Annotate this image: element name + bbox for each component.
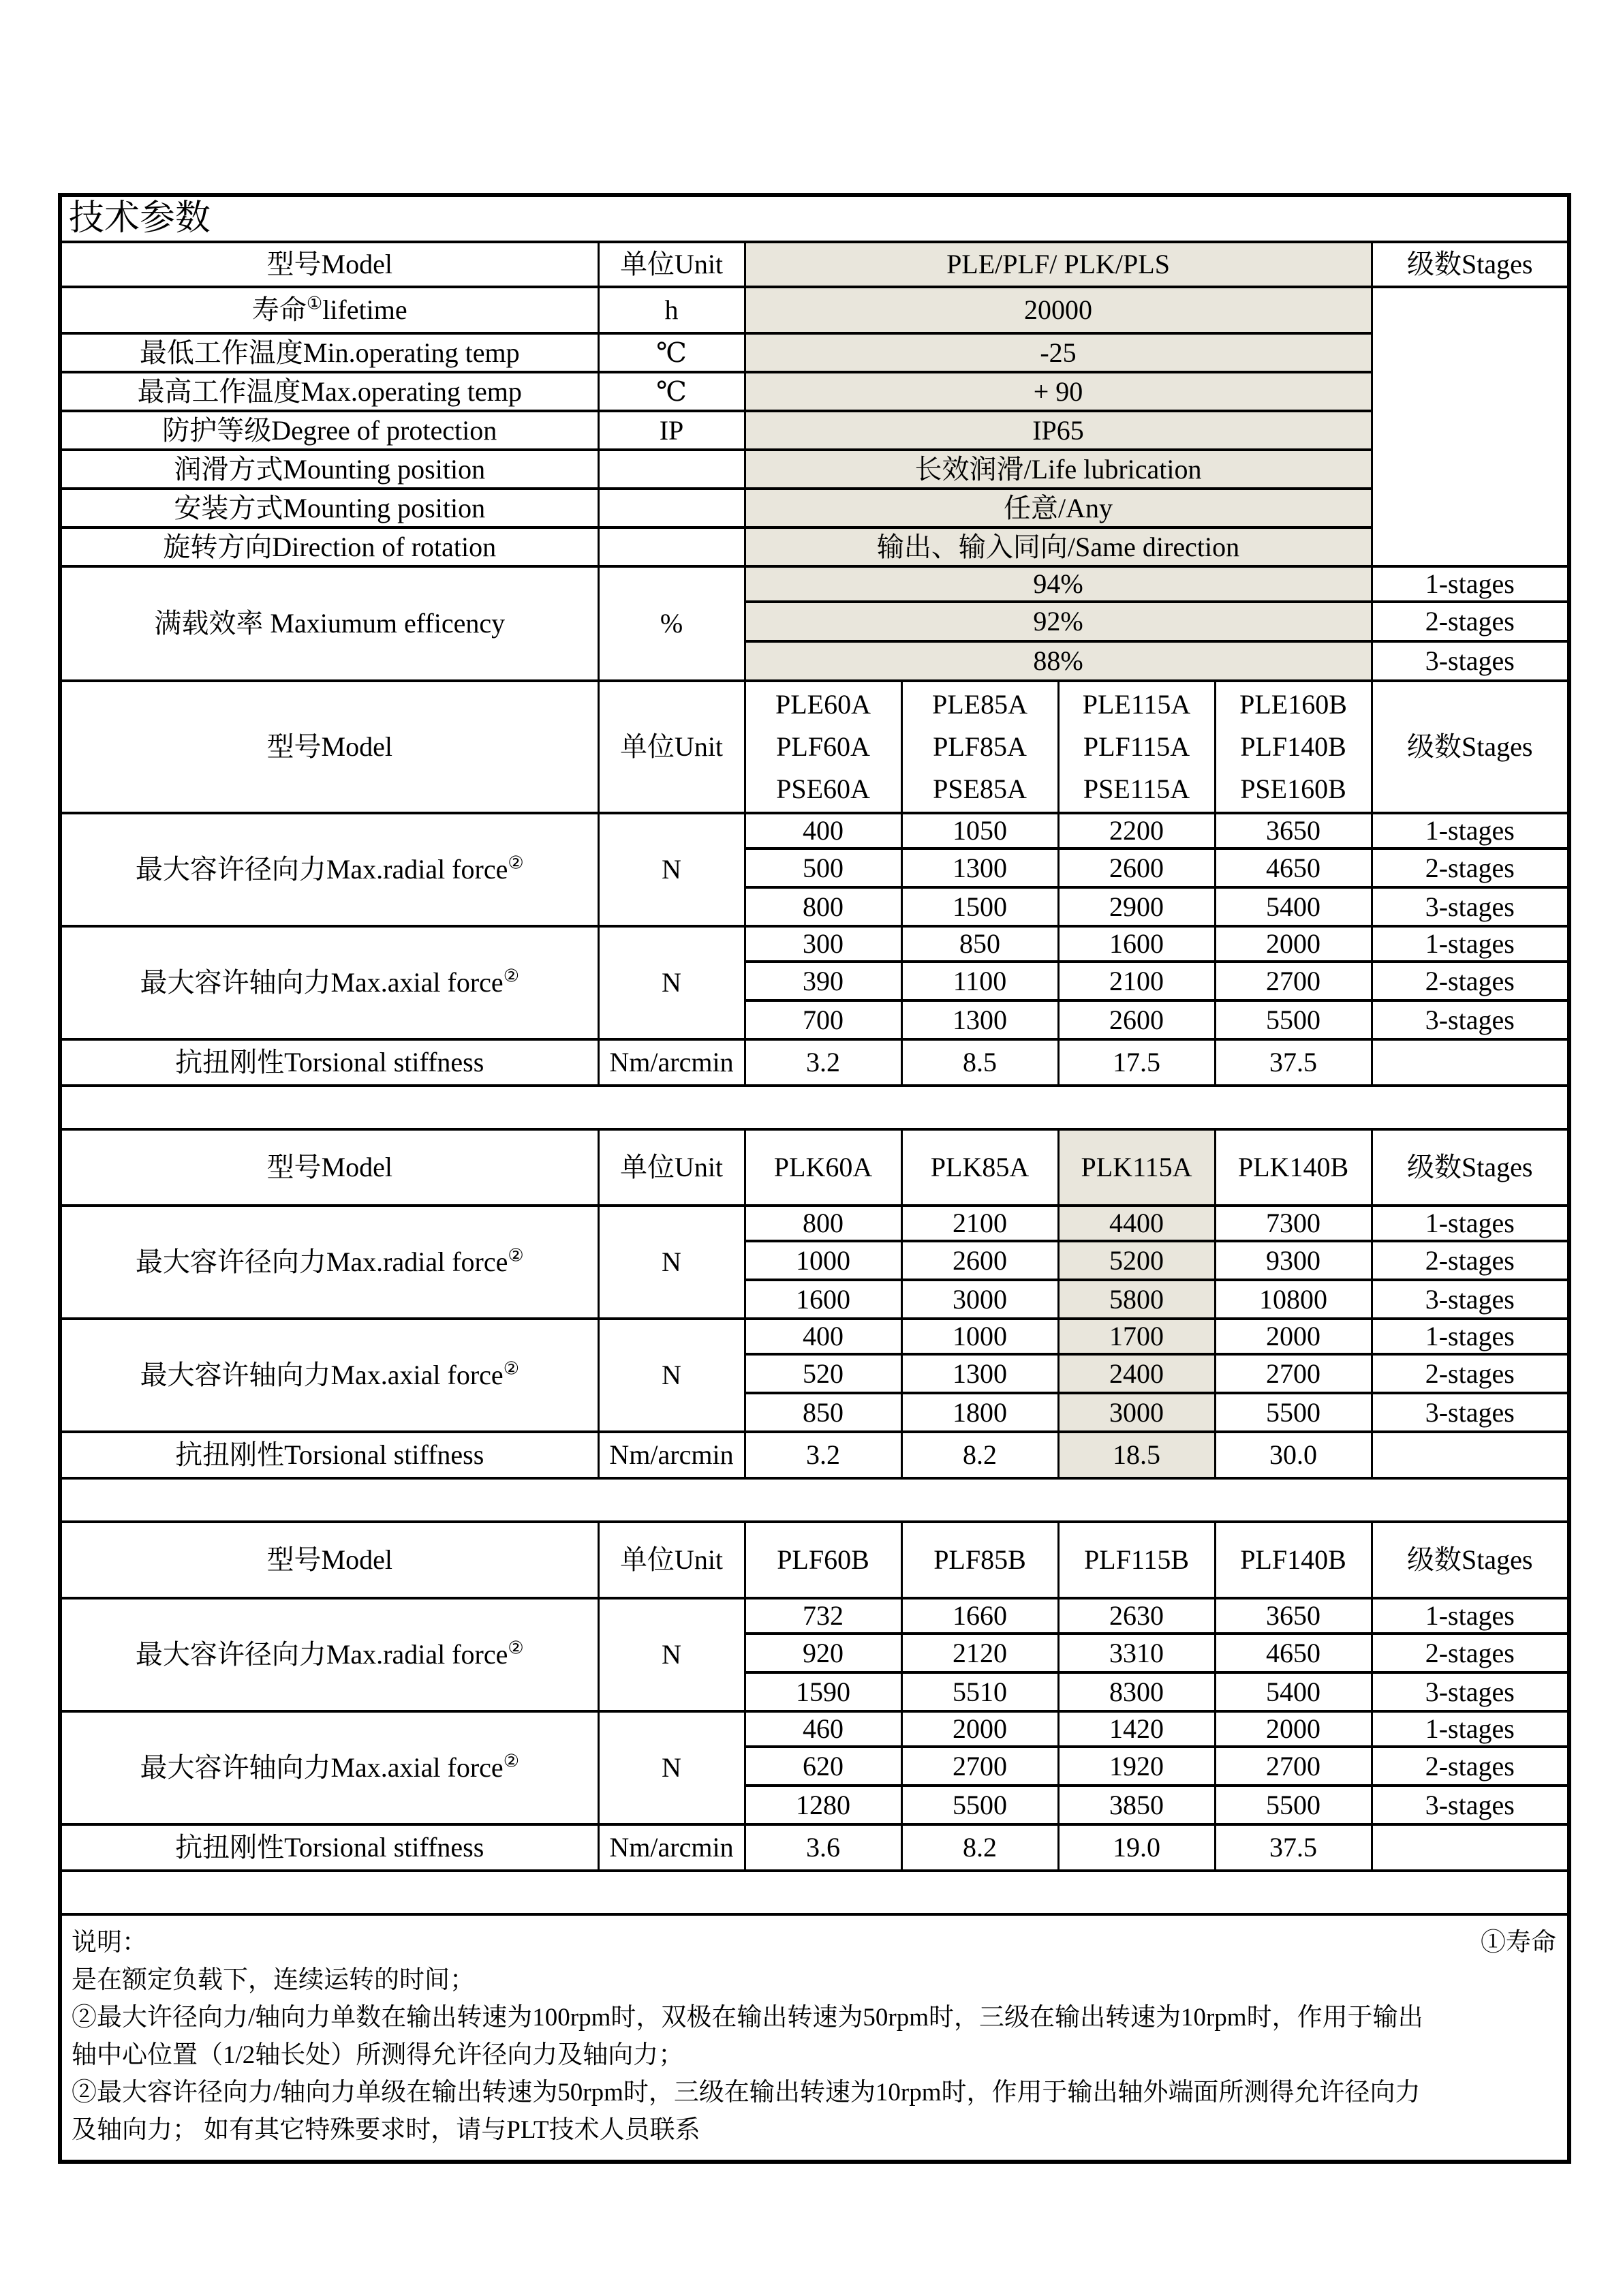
stiffness-unit: Nm/arcmin xyxy=(598,1432,745,1478)
stage-cell: 1-stages xyxy=(1372,1206,1569,1241)
notes-line-2: 是在额定负载下，连续运转的时间； xyxy=(72,1966,475,1994)
stage-cell: 3-stages xyxy=(1372,641,1569,681)
axial-value: 2000 xyxy=(1215,926,1372,962)
axial-value: 3000 xyxy=(1058,1393,1215,1432)
axial-value: 1600 xyxy=(1058,926,1215,962)
stiffness-value: 3.2 xyxy=(745,1432,901,1478)
stiffness-value: 37.5 xyxy=(1215,1824,1372,1871)
axial-value: 3850 xyxy=(1058,1786,1215,1824)
axial-value: 1800 xyxy=(901,1393,1058,1432)
model-cell: PLK85A xyxy=(901,1129,1058,1206)
tech-params-table xyxy=(58,193,1571,2164)
axial-value: 850 xyxy=(745,1393,901,1432)
max-temp-unit: ℃ xyxy=(598,372,745,411)
stiffness-value: 3.6 xyxy=(745,1824,901,1871)
radial-value: 500 xyxy=(745,848,901,887)
lifetime-en: lifetime xyxy=(322,294,407,325)
axial-value: 2700 xyxy=(1215,962,1372,1000)
lifetime-value: 20000 xyxy=(745,287,1372,333)
stage-cell: 2-stages xyxy=(1372,848,1569,887)
efficiency-value-2: 92% xyxy=(745,602,1372,641)
stiffness-label: 抗扭刚性Torsional stiffness xyxy=(60,1824,598,1871)
stiffness-unit: Nm/arcmin xyxy=(598,1039,745,1086)
force-unit: N xyxy=(598,1319,745,1432)
stage-cell: 3-stages xyxy=(1372,1786,1569,1824)
stage-cell: 3-stages xyxy=(1372,1393,1569,1432)
force-unit: N xyxy=(598,1598,745,1711)
stage-cell: 3-stages xyxy=(1372,1000,1569,1039)
radial-value: 5800 xyxy=(1058,1280,1215,1319)
unit-header-label: 单位Unit xyxy=(598,1522,745,1598)
radial-value: 5400 xyxy=(1215,1672,1372,1711)
radial-value: 732 xyxy=(745,1598,901,1634)
axial-value: 1420 xyxy=(1058,1711,1215,1747)
axial-value: 400 xyxy=(745,1319,901,1354)
radial-value: 2630 xyxy=(1058,1598,1215,1634)
efficiency-value-3: 88% xyxy=(745,641,1372,681)
axial-value: 390 xyxy=(745,962,901,1000)
max-temp-value: + 90 xyxy=(745,372,1372,411)
axial-value: 1300 xyxy=(901,1354,1058,1393)
efficiency-value-1: 94% xyxy=(745,566,1372,602)
axial-value: 5500 xyxy=(1215,1000,1372,1039)
radial-value: 4650 xyxy=(1215,848,1372,887)
stage-cell: 3-stages xyxy=(1372,1672,1569,1711)
radial-value: 3650 xyxy=(1215,813,1372,848)
footnote-1-title: ①寿命 xyxy=(1481,1929,1557,1957)
model-header-label: 型号Model xyxy=(60,242,598,287)
radial-value: 8300 xyxy=(1058,1672,1215,1711)
notes-line-5: ②最大容许径向力/轴向力单级在输出转速为50rpm时，三级在输出转速为10rpm时，作用于输出轴外端面所测得允许径向力 xyxy=(72,2079,1421,2107)
stage-cell: 1-stages xyxy=(1372,1319,1569,1354)
unit-header-label: 单位Unit xyxy=(598,681,745,813)
stiffness-value: 8.2 xyxy=(901,1824,1058,1871)
stages-empty-cell xyxy=(1372,287,1569,566)
stages-header-label: 级数Stages xyxy=(1372,242,1569,287)
radial-value: 2600 xyxy=(901,1241,1058,1280)
radial-value: 3650 xyxy=(1215,1598,1372,1634)
min-temp-value: -25 xyxy=(745,333,1372,372)
model-cell: PLE85A PLF85A PSE85A xyxy=(901,681,1058,813)
radial-value: 1000 xyxy=(745,1241,901,1280)
efficiency-label: 满载效率 Maxiumum efficency xyxy=(60,566,598,681)
model-cell: PLE115A PLF115A PSE115A xyxy=(1058,681,1215,813)
radial-value: 4400 xyxy=(1058,1206,1215,1241)
lifetime-zh: 寿命 xyxy=(251,294,307,325)
mounting-unit xyxy=(598,489,745,527)
stage-cell: 1-stages xyxy=(1372,813,1569,848)
stiffness-value: 19.0 xyxy=(1058,1824,1215,1871)
stages-header-label: 级数Stages xyxy=(1372,1522,1569,1598)
axial-value: 1000 xyxy=(901,1319,1058,1354)
force-unit: N xyxy=(598,813,745,926)
footnote-2-marker: ② xyxy=(508,1638,524,1658)
page-title: 技术参数 xyxy=(60,195,1569,242)
stage-cell: 1-stages xyxy=(1372,566,1569,602)
section-gap xyxy=(60,1086,1569,1129)
axial-value: 2000 xyxy=(1215,1711,1372,1747)
stages-empty-cell xyxy=(1372,1039,1569,1086)
unit-header-label: 单位Unit xyxy=(598,1129,745,1206)
axial-value: 300 xyxy=(745,926,901,962)
radial-value: 9300 xyxy=(1215,1241,1372,1280)
radial-value: 4650 xyxy=(1215,1634,1372,1672)
radial-value: 1600 xyxy=(745,1280,901,1319)
mounting-label: 安装方式Mounting position xyxy=(60,489,598,527)
model-cell: PLF140B xyxy=(1215,1522,1372,1598)
stiffness-unit: Nm/arcmin xyxy=(598,1824,745,1871)
axial-value: 2000 xyxy=(901,1711,1058,1747)
notes-line-1 xyxy=(72,1924,1556,1961)
force-unit: N xyxy=(598,1711,745,1824)
rotation-value: 输出、输入同向/Same direction xyxy=(745,527,1372,566)
min-temp-label: 最低工作温度Min.operating temp xyxy=(60,333,598,372)
model-cell: PLF85B xyxy=(901,1522,1058,1598)
notes-line-6: 及轴向力； 如有其它特殊要求时，请与PLT技术人员联系 xyxy=(72,2116,700,2144)
axial-value: 2700 xyxy=(1215,1747,1372,1786)
model-cell: PLF60B xyxy=(745,1522,901,1598)
radial-force-label: 最大容许径向力Max.radial force② xyxy=(60,813,598,926)
stiffness-value: 37.5 xyxy=(1215,1039,1372,1086)
axial-force-label: 最大容许轴向力Max.axial force② xyxy=(60,1319,598,1432)
protection-unit: IP xyxy=(598,411,745,450)
footnote-1-marker: ① xyxy=(306,293,323,313)
radial-value: 800 xyxy=(745,887,901,926)
axial-value: 620 xyxy=(745,1747,901,1786)
radial-value: 1590 xyxy=(745,1672,901,1711)
max-temp-label: 最高工作温度Max.operating temp xyxy=(60,372,598,411)
radial-value: 5400 xyxy=(1215,887,1372,926)
stage-cell: 3-stages xyxy=(1372,1280,1569,1319)
protection-label: 防护等级Degree of protection xyxy=(60,411,598,450)
stage-cell: 1-stages xyxy=(1372,1598,1569,1634)
stage-cell: 2-stages xyxy=(1372,962,1569,1000)
axial-force-label: 最大容许轴向力Max.axial force② xyxy=(60,1711,598,1824)
axial-value: 700 xyxy=(745,1000,901,1039)
axial-value: 520 xyxy=(745,1354,901,1393)
axial-value: 2700 xyxy=(1215,1354,1372,1393)
axial-value: 460 xyxy=(745,1711,901,1747)
notes-block xyxy=(60,1914,1569,2162)
stage-cell: 2-stages xyxy=(1372,1747,1569,1786)
force-unit: N xyxy=(598,926,745,1039)
footnote-2-marker: ② xyxy=(503,1358,519,1379)
axial-value: 2000 xyxy=(1215,1319,1372,1354)
model-header-label: 型号Model xyxy=(60,1129,598,1206)
axial-value: 1920 xyxy=(1058,1747,1215,1786)
radial-value: 920 xyxy=(745,1634,901,1672)
radial-force-label: 最大容许径向力Max.radial force② xyxy=(60,1206,598,1319)
axial-value: 1100 xyxy=(901,962,1058,1000)
axial-value: 2700 xyxy=(901,1747,1058,1786)
stages-empty-cell xyxy=(1372,1824,1569,1871)
radial-value: 5200 xyxy=(1058,1241,1215,1280)
footnote-2-marker: ② xyxy=(503,966,519,986)
stage-cell: 3-stages xyxy=(1372,887,1569,926)
axial-value: 1300 xyxy=(901,1000,1058,1039)
model-cell: PLE60A PLF60A PSE60A xyxy=(745,681,901,813)
axial-value: 5500 xyxy=(1215,1786,1372,1824)
radial-value: 1050 xyxy=(901,813,1058,848)
radial-value: 5510 xyxy=(901,1672,1058,1711)
series-cell: PLE/PLF/ PLK/PLS xyxy=(745,242,1372,287)
section-gap xyxy=(60,1478,1569,1522)
stages-empty-cell xyxy=(1372,1432,1569,1478)
section-gap xyxy=(60,1871,1569,1914)
stages-header-label: 级数Stages xyxy=(1372,1129,1569,1206)
footnote-2-marker: ② xyxy=(508,853,524,873)
stiffness-label: 抗扭刚性Torsional stiffness xyxy=(60,1039,598,1086)
stiffness-value: 18.5 xyxy=(1058,1432,1215,1478)
stage-cell: 1-stages xyxy=(1372,1711,1569,1747)
unit-header-label: 单位Unit xyxy=(598,242,745,287)
radial-value: 3000 xyxy=(901,1280,1058,1319)
radial-value: 10800 xyxy=(1215,1280,1372,1319)
stage-cell: 2-stages xyxy=(1372,1634,1569,1672)
model-cell: PLE160B PLF140B PSE160B xyxy=(1215,681,1372,813)
model-cell: PLK140B xyxy=(1215,1129,1372,1206)
stiffness-value: 17.5 xyxy=(1058,1039,1215,1086)
radial-value: 3310 xyxy=(1058,1634,1215,1672)
stage-cell: 2-stages xyxy=(1372,1354,1569,1393)
radial-force-label: 最大容许径向力Max.radial force② xyxy=(60,1598,598,1711)
stiffness-label: 抗扭刚性Torsional stiffness xyxy=(60,1432,598,1478)
radial-value: 7300 xyxy=(1215,1206,1372,1241)
model-cell: PLF115B xyxy=(1058,1522,1215,1598)
stiffness-value: 30.0 xyxy=(1215,1432,1372,1478)
model-cell: PLK60A xyxy=(745,1129,901,1206)
axial-value: 2100 xyxy=(1058,962,1215,1000)
radial-value: 2100 xyxy=(901,1206,1058,1241)
radial-value: 2120 xyxy=(901,1634,1058,1672)
notes-heading: 说明： xyxy=(72,1929,147,1957)
radial-value: 1300 xyxy=(901,848,1058,887)
model-cell-highlighted: PLK115A xyxy=(1058,1129,1215,1206)
footnote-2-marker: ② xyxy=(503,1751,519,1771)
mounting-value: 任意/Any xyxy=(745,489,1372,527)
lifetime-label xyxy=(60,287,598,333)
min-temp-unit: ℃ xyxy=(598,333,745,372)
notes-line-3: ②最大许径向力/轴向力单数在输出转速为100rpm时，双极在输出转速为50rpm时，三级在输出转速为10rpm时，作用于输出 xyxy=(72,2004,1423,2032)
efficiency-unit: % xyxy=(598,566,745,681)
model-header-label: 型号Model xyxy=(60,1522,598,1598)
footnote-2-marker: ② xyxy=(508,1245,524,1266)
stiffness-value: 3.2 xyxy=(745,1039,901,1086)
stage-cell: 1-stages xyxy=(1372,926,1569,962)
stage-cell: 2-stages xyxy=(1372,602,1569,641)
axial-value: 1700 xyxy=(1058,1319,1215,1354)
radial-value: 2600 xyxy=(1058,848,1215,887)
protection-value: IP65 xyxy=(745,411,1372,450)
radial-value: 400 xyxy=(745,813,901,848)
axial-value: 5500 xyxy=(901,1786,1058,1824)
radial-value: 2900 xyxy=(1058,887,1215,926)
notes-line-4: 轴中心位置（1/2轴长处）所测得允许径向力及轴向力； xyxy=(72,2041,684,2069)
axial-value: 850 xyxy=(901,926,1058,962)
axial-value: 2400 xyxy=(1058,1354,1215,1393)
stage-cell: 2-stages xyxy=(1372,1241,1569,1280)
force-unit: N xyxy=(598,1206,745,1319)
radial-value: 1660 xyxy=(901,1598,1058,1634)
stiffness-value: 8.5 xyxy=(901,1039,1058,1086)
model-header-label: 型号Model xyxy=(60,681,598,813)
axial-value: 1280 xyxy=(745,1786,901,1824)
radial-value: 1500 xyxy=(901,887,1058,926)
stages-header-label: 级数Stages xyxy=(1372,681,1569,813)
radial-value: 2200 xyxy=(1058,813,1215,848)
radial-value: 800 xyxy=(745,1206,901,1241)
lubrication-value: 长效润滑/Life lubrication xyxy=(745,450,1372,489)
axial-value: 5500 xyxy=(1215,1393,1372,1432)
axial-force-label: 最大容许轴向力Max.axial force② xyxy=(60,926,598,1039)
stiffness-value: 8.2 xyxy=(901,1432,1058,1478)
lubrication-unit xyxy=(598,450,745,489)
lifetime-unit: h xyxy=(598,287,745,333)
axial-value: 2600 xyxy=(1058,1000,1215,1039)
lubrication-label: 润滑方式Mounting position xyxy=(60,450,598,489)
rotation-unit xyxy=(598,527,745,566)
rotation-label: 旋转方向Direction of rotation xyxy=(60,527,598,566)
